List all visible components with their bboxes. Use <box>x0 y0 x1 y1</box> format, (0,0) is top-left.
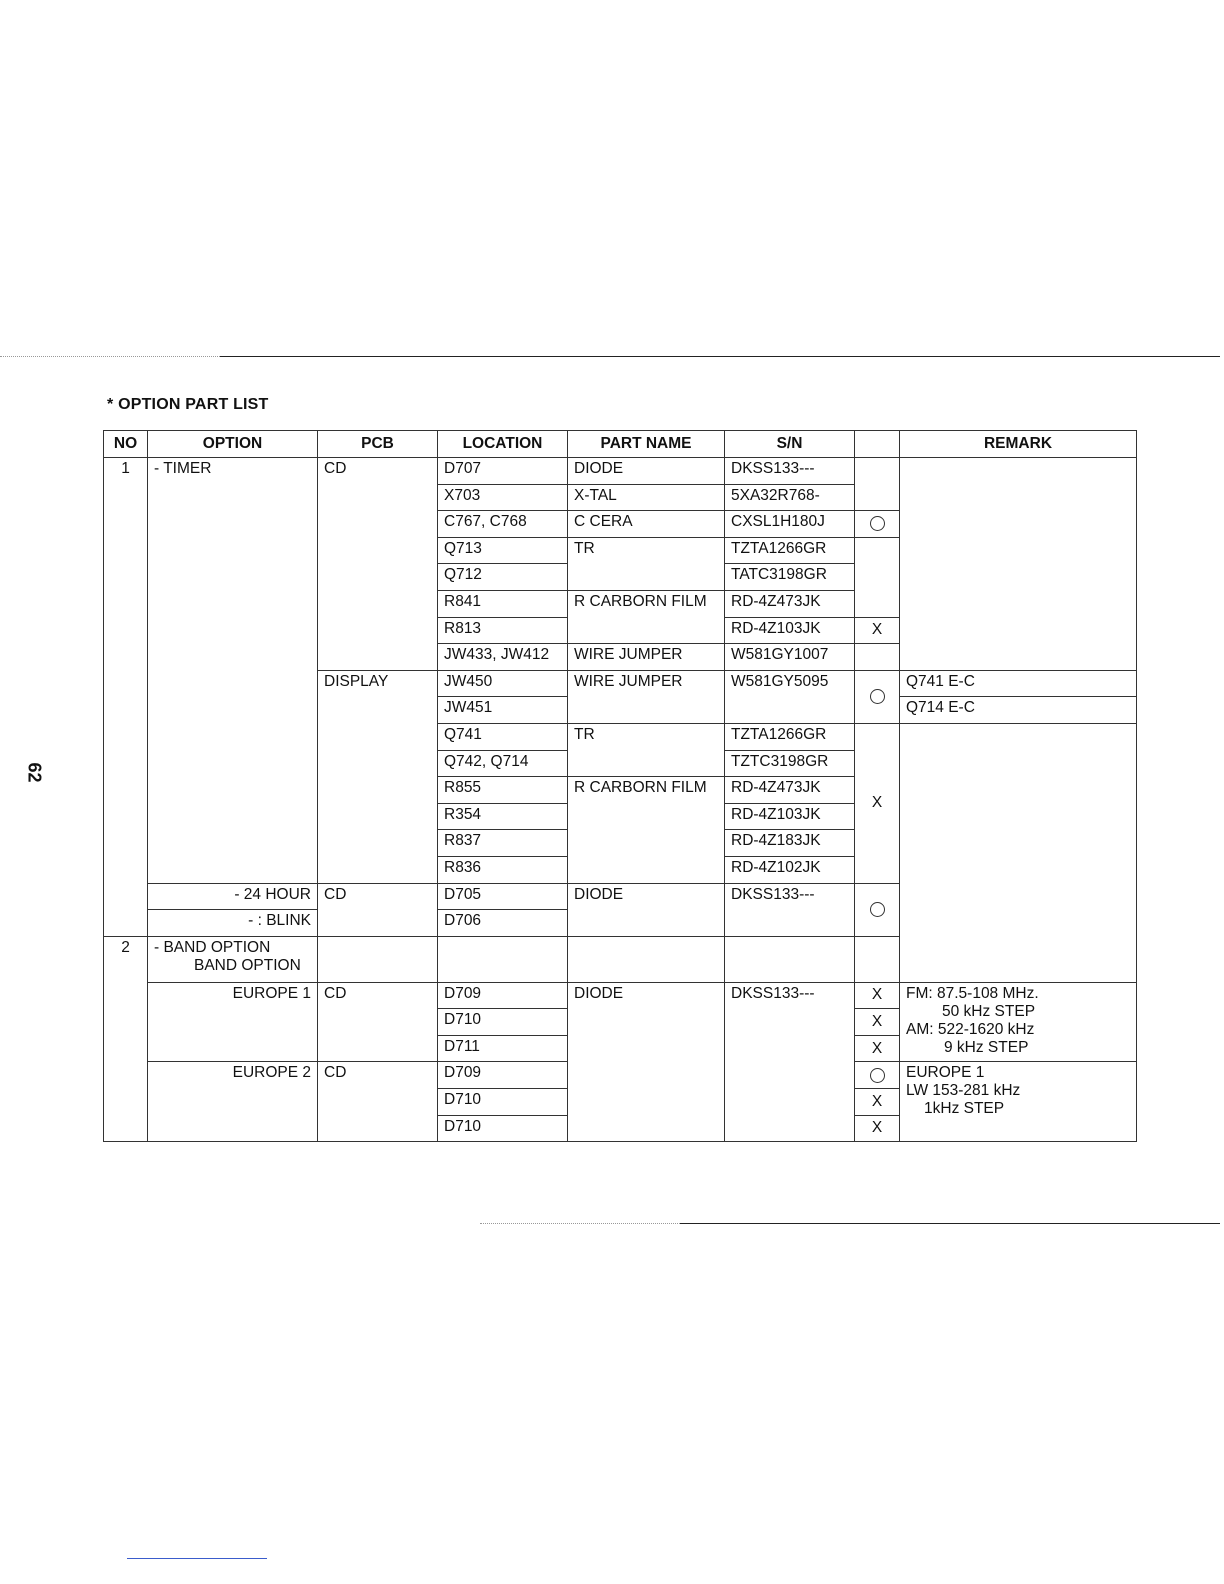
option-cell <box>148 936 318 982</box>
part-name-cell: R CARBORN FILM <box>568 777 725 883</box>
sn-cell: DKSS133--- <box>725 982 855 1142</box>
mark-cell <box>855 511 900 538</box>
part-name-cell: X-TAL <box>568 484 725 511</box>
page-number: 62 <box>24 762 45 783</box>
sn-cell: DKSS133--- <box>725 458 855 485</box>
circle-mark-icon <box>870 516 885 531</box>
header-remark: REMARK <box>900 431 1137 458</box>
mark-cell <box>855 883 900 936</box>
option-title: - BAND OPTION <box>154 938 271 956</box>
header-sn: S/N <box>725 431 855 458</box>
pcb-cell: CD <box>318 458 438 671</box>
location-cell <box>438 936 568 982</box>
top-rule <box>220 356 1220 357</box>
remark-line: FM: 87.5-108 MHz. <box>906 984 1039 1002</box>
mark-cell <box>855 644 900 671</box>
location-cell: R813 <box>438 617 568 644</box>
remark-cell <box>900 458 1137 671</box>
header-pcb: PCB <box>318 431 438 458</box>
part-name-cell: WIRE JUMPER <box>568 644 725 671</box>
header-option: OPTION <box>148 431 318 458</box>
sn-cell: RD-4Z473JK <box>725 590 855 617</box>
bottom-rule-faint <box>480 1223 680 1224</box>
location-cell: JW451 <box>438 697 568 724</box>
mark-x: X <box>855 1115 900 1142</box>
bottom-link-underline <box>127 1558 267 1559</box>
sn-cell: TZTA1266GR <box>725 537 855 564</box>
location-cell: D709 <box>438 1062 568 1089</box>
part-name-cell: DIODE <box>568 458 725 485</box>
option-part-table <box>103 430 1137 1142</box>
mark-x: X <box>855 723 900 883</box>
header-no: NO <box>104 431 148 458</box>
location-cell: D711 <box>438 1035 568 1062</box>
sn-cell: RD-4Z183JK <box>725 830 855 857</box>
option-cell: EUROPE 2 <box>148 1062 318 1142</box>
part-name-cell <box>568 936 725 982</box>
header-part-name: PART NAME <box>568 431 725 458</box>
pcb-cell: CD <box>318 982 438 1062</box>
sn-cell: TZTA1266GR <box>725 723 855 750</box>
mark-x: X <box>855 982 900 1009</box>
table-row <box>104 982 1137 1009</box>
location-cell: X703 <box>438 484 568 511</box>
row-no: 1 <box>104 458 148 937</box>
part-name-cell: TR <box>568 723 725 776</box>
row-no: 2 <box>104 936 148 1142</box>
location-cell: R855 <box>438 777 568 804</box>
sn-cell: CXSL1H180J <box>725 511 855 538</box>
part-name-cell: C CERA <box>568 511 725 538</box>
location-cell: JW450 <box>438 670 568 697</box>
circle-mark-icon <box>870 689 885 704</box>
sn-cell: RD-4Z103JK <box>725 803 855 830</box>
option-cell: EUROPE 1 <box>148 982 318 1062</box>
sn-cell: RD-4Z103JK <box>725 617 855 644</box>
remark-line: AM: 522-1620 kHz <box>906 1020 1035 1038</box>
option-cell: - 24 HOUR <box>148 883 318 910</box>
mark-cell <box>855 458 900 511</box>
location-cell: Q712 <box>438 564 568 591</box>
sn-cell <box>725 936 855 982</box>
option-cell: - : BLINK <box>148 910 318 937</box>
remark-cell: Q741 E-C <box>900 670 1137 697</box>
sn-cell: TATC3198GR <box>725 564 855 591</box>
part-name-cell: DIODE <box>568 982 725 1142</box>
remark-cell <box>900 723 1137 982</box>
mark-x: X <box>855 617 900 644</box>
pcb-cell: CD <box>318 883 438 936</box>
mark-cell <box>855 537 900 617</box>
remark-cell <box>900 1062 1137 1142</box>
pcb-cell: DISPLAY <box>318 670 438 883</box>
option-cell: - TIMER <box>148 458 318 884</box>
location-cell: D710 <box>438 1089 568 1116</box>
location-cell: D710 <box>438 1115 568 1142</box>
mark-cell <box>855 670 900 723</box>
location-cell: R837 <box>438 830 568 857</box>
table-row <box>104 458 1137 485</box>
location-cell: C767, C768 <box>438 511 568 538</box>
part-name-cell: R CARBORN FILM <box>568 590 725 643</box>
part-name-cell: WIRE JUMPER <box>568 670 725 723</box>
pcb-cell <box>318 936 438 982</box>
location-cell: Q741 <box>438 723 568 750</box>
location-cell: R841 <box>438 590 568 617</box>
location-cell: JW433, JW412 <box>438 644 568 671</box>
option-subtitle: BAND OPTION <box>194 956 301 974</box>
pcb-cell: CD <box>318 1062 438 1142</box>
mark-x: X <box>855 1035 900 1062</box>
mark-x: X <box>855 1009 900 1036</box>
mark-cell <box>855 1062 900 1089</box>
circle-mark-icon <box>870 1068 885 1083</box>
remark-line: EUROPE 1 <box>906 1064 985 1082</box>
sn-cell: TZTC3198GR <box>725 750 855 777</box>
mark-x: X <box>855 1089 900 1116</box>
header-row <box>104 431 1137 458</box>
remark-line: 1kHz STEP <box>924 1100 1005 1118</box>
location-cell: D709 <box>438 982 568 1009</box>
mark-cell <box>855 936 900 982</box>
header-mark <box>855 431 900 458</box>
page-title: * OPTION PART LIST <box>107 396 269 413</box>
location-cell: D707 <box>438 458 568 485</box>
sn-cell: RD-4Z102JK <box>725 856 855 883</box>
remark-line: 9 kHz STEP <box>944 1038 1029 1056</box>
remark-cell: Q714 E-C <box>900 697 1137 724</box>
header-location: LOCATION <box>438 431 568 458</box>
location-cell: D705 <box>438 883 568 910</box>
location-cell: Q713 <box>438 537 568 564</box>
location-cell: R354 <box>438 803 568 830</box>
sn-cell: W581GY5095 <box>725 670 855 723</box>
sn-cell: W581GY1007 <box>725 644 855 671</box>
location-cell: D706 <box>438 910 568 937</box>
location-cell: D710 <box>438 1009 568 1036</box>
sn-cell: DKSS133--- <box>725 883 855 936</box>
bottom-rule <box>680 1223 1220 1224</box>
remark-line: 50 kHz STEP <box>942 1002 1036 1020</box>
part-name-cell: DIODE <box>568 883 725 936</box>
location-cell: Q742, Q714 <box>438 750 568 777</box>
part-name-cell: TR <box>568 537 725 590</box>
sn-cell: RD-4Z473JK <box>725 777 855 804</box>
circle-mark-icon <box>870 902 885 917</box>
sn-cell: 5XA32R768- <box>725 484 855 511</box>
top-rule-faint <box>0 356 220 357</box>
remark-line: LW 153-281 kHz <box>906 1082 1021 1100</box>
remark-cell <box>900 982 1137 1062</box>
location-cell: R836 <box>438 856 568 883</box>
